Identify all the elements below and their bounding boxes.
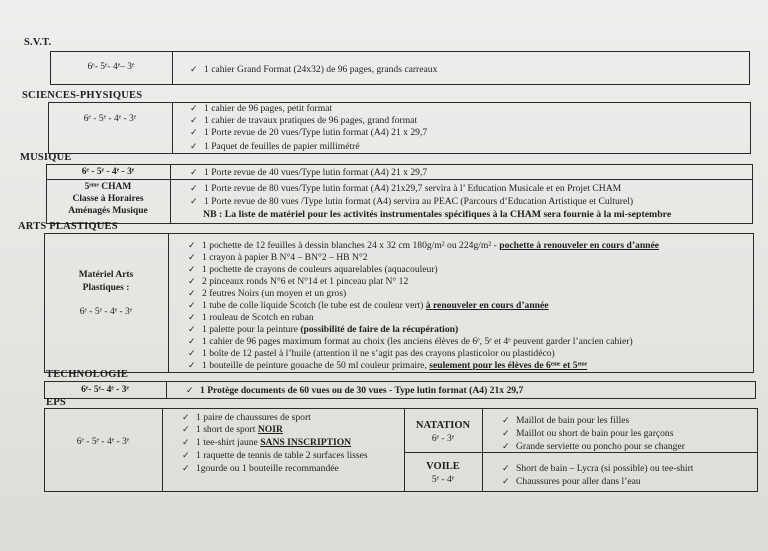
check-icon: ✓	[182, 413, 190, 423]
cham-note: NB : La liste de matériel pour les activités instrumentales spécifiques à la CHAM sera fournie à la mi-septembre	[203, 209, 672, 220]
cham-label-line2: Classe à Horaires	[72, 194, 144, 204]
arts-label-line1: Matériel Arts	[78, 270, 134, 280]
eps-divider-activity	[404, 408, 405, 492]
physique-divider	[172, 102, 173, 154]
check-icon: ✓	[502, 477, 510, 487]
check-icon: ✓	[502, 416, 510, 426]
voile-levels: 5ᵉ - 4ᵉ	[431, 475, 455, 485]
check-icon: ✓	[182, 451, 190, 461]
natation-item: ✓ Maillot ou short de bain pour les garçons	[502, 428, 674, 439]
eps-divider-levels	[162, 408, 163, 492]
check-icon: ✓	[182, 438, 190, 448]
voile-item: ✓ Short de bain – Lycra (si possible) ou tee-shirt	[502, 463, 694, 474]
arts-item: ✓ 1 bouteille de peinture gouache de 50 ml couleur primaire, seulement pour les élèves de 6ᵉᵐᵉ et 5ᵉᵐᵉ	[188, 360, 588, 371]
physique-item: ✓ 1 Paquet de feuilles de papier millimétré	[190, 141, 360, 152]
physique-item: ✓ 1 cahier de travaux pratiques de 96 pages, grand format	[190, 115, 418, 126]
arts-item: ✓ 1 tube de colle liquide Scotch (le tube est de couleur vert) à renouveler en cours d’année	[188, 300, 549, 311]
musique-heading: MUSIQUE	[20, 152, 72, 163]
musique-item: ✓ 1 Porte revue de 40 vues/Type lutin format (A4) 21 x 29,7	[190, 167, 428, 178]
eps-item: ✓ 1 tee-shirt jaune SANS INSCRIPTION	[182, 437, 352, 448]
voile-item: ✓ Chaussures pour aller dans l’eau	[502, 476, 641, 487]
check-icon: ✓	[188, 265, 196, 275]
techno-item: ✓ 1 Protège documents de 60 vues ou de 30 vues - Type lutin format (A4) 21x 29,7	[186, 385, 524, 396]
svt-divider	[172, 51, 173, 85]
check-icon: ✓	[190, 168, 198, 178]
arts-item: ✓ 1 rouleau de Scotch en ruban	[188, 312, 314, 323]
cham-label-line3: Aménagés Musique	[68, 206, 148, 216]
natation-levels: 6ᵉ - 3ᵉ	[431, 434, 455, 444]
check-icon: ✓	[190, 142, 198, 152]
check-icon: ✓	[502, 429, 510, 439]
check-icon: ✓	[188, 349, 196, 359]
check-icon: ✓	[182, 425, 190, 435]
cham-item: ✓ 1 Porte revue de 80 vues /Type lutin format (A4) servira au PEAC (Parcours d’Education Artistique et Culturel)	[190, 196, 634, 207]
eps-item: ✓ 1 raquette de tennis de table 2 surfaces lisses	[182, 450, 368, 461]
techno-divider	[166, 381, 167, 399]
arts-item: ✓ 1 pochette de 12 feuilles à dessin blanches 24 x 32 cm 180g/m² ou 224g/m² - pochette à renouveler en cours d’année	[188, 240, 660, 251]
check-icon: ✓	[188, 241, 196, 251]
voile-label: VOILE	[426, 461, 460, 472]
check-icon: ✓	[188, 325, 196, 335]
eps-item: ✓ 1gourde ou 1 bouteille recommandée	[182, 463, 339, 474]
eps-levels: 6ᵉ - 5ᵉ - 4ᵉ - 3ᵉ	[76, 437, 130, 447]
arts-divider	[168, 233, 169, 373]
check-icon: ✓	[188, 337, 196, 347]
check-icon: ✓	[190, 104, 198, 114]
physique-levels: 6ᵉ - 5ᵉ - 4ᵉ - 3ᵉ	[83, 114, 137, 124]
eps-heading: EPS	[46, 397, 66, 408]
eps-item: ✓ 1 paire de chaussures de sport	[182, 412, 311, 423]
arts-item: ✓ 1 pochette de crayons de couleurs aquarelables (aquacouleur)	[188, 264, 438, 275]
eps-item: ✓ 1 short de sport NOIR	[182, 424, 283, 435]
musique-divider	[170, 164, 171, 224]
natation-item: ✓ Maillot de bain pour les filles	[502, 415, 630, 426]
check-icon: ✓	[188, 301, 196, 311]
cham-label-line1: 5ᵉᵐᵉ CHAM	[84, 182, 132, 192]
physique-item: ✓ 1 Porte revue de 20 vues/Type lutin format (A4) 21 x 29,7	[190, 127, 428, 138]
svt-levels: 6ᵉ- 5ᵉ- 4ᵉ– 3ᵉ	[87, 62, 135, 72]
check-icon: ✓	[188, 277, 196, 287]
cham-item: ✓ 1 Porte revue de 80 vues/Type lutin format (A4) 21x29,7 servira à l’ Education Musicale et en Projet CHAM	[190, 183, 622, 194]
check-icon: ✓	[188, 289, 196, 299]
check-icon: ✓	[188, 253, 196, 263]
physique-heading: SCIENCES-PHYSIQUES	[22, 90, 143, 101]
check-icon: ✓	[182, 464, 190, 474]
arts-item: ✓ 2 feutres Noirs (un moyen et un gros)	[188, 288, 347, 299]
physique-item: ✓ 1 cahier de 96 pages, petit format	[190, 103, 333, 114]
svt-heading: S.V.T.	[24, 37, 52, 48]
musique-levels: 6ᵉ - 5ᵉ - 4ᵉ - 3ᵉ	[81, 167, 135, 177]
check-icon: ✓	[188, 313, 196, 323]
arts-item: ✓ 1 boîte de 12 pastel à l’huile (attention il ne s’agit pas des crayons plasticolor ou plastidéco)	[188, 348, 555, 359]
check-icon: ✓	[190, 116, 198, 126]
check-icon: ✓	[186, 386, 194, 396]
arts-item: ✓ 1 crayon à papier B N°4 – BN°2 – HB N°2	[188, 252, 368, 263]
check-icon: ✓	[190, 184, 198, 194]
arts-levels: 6ᵉ - 5ᵉ - 4ᵉ - 3ᵉ	[79, 307, 133, 317]
check-icon: ✓	[190, 65, 198, 75]
arts-item: ✓ 2 pinceaux ronds N°6 et N°14 et 1 pinceau plat N° 12	[188, 276, 409, 287]
techno-levels: 6ᵉ- 5ᵉ- 4ᵉ - 3ᵉ	[81, 385, 129, 395]
arts-item: ✓ 1 cahier de 96 pages maximum format au choix (les anciens élèves de 6ᵉ, 5ᵉ et 4ᵉ peuvent garder l’ancien cahier)	[188, 336, 633, 347]
arts-heading: ARTS PLASTIQUES	[18, 221, 118, 232]
techno-heading: TECHNOLOGIE	[46, 369, 129, 380]
check-icon: ✓	[190, 128, 198, 138]
check-icon: ✓	[188, 361, 196, 371]
check-icon: ✓	[190, 197, 198, 207]
musique-row-divider	[46, 179, 753, 180]
check-icon: ✓	[502, 442, 510, 452]
natation-item: ✓ Grande serviette ou poncho pour se changer	[502, 441, 685, 452]
arts-item: ✓ 1 palette pour la peinture (possibilité de faire de la récupération)	[188, 324, 459, 335]
check-icon: ✓	[502, 464, 510, 474]
svt-item: ✓ 1 cahier Grand Format (24x32) de 96 pages, grands carreaux	[190, 64, 438, 75]
arts-label-line2: Plastiques :	[82, 283, 130, 293]
eps-divider-items	[482, 408, 483, 492]
natation-label: NATATION	[415, 420, 471, 431]
